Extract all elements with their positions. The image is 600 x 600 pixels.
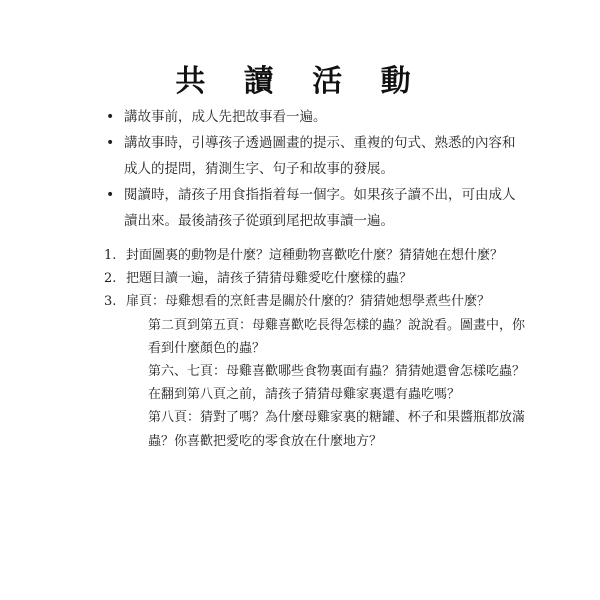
bullet-text: 講故事前，成人先把故事看一遍。 (124, 109, 327, 125)
subitem-text: 第六、七頁：母雞喜歡哪些食物裏面有蟲？猜猜她還會怎樣吃蟲？ (148, 364, 526, 380)
subitem-text: 第八頁：猜對了嗎？為什麼母雞家裏的糖罐、杯子和果醬瓶都放滿 (148, 410, 526, 426)
question-text: 封面圖裏的動物是什麼？這種動物喜歡吃什麼？猜猜她在想什麼？ (126, 248, 504, 263)
question-subitems (126, 314, 526, 453)
question-text: 扉頁：母雞想看的烹飪書是關於什麼的？猜猜她想學煮些什麼？ (126, 294, 491, 310)
question-text: 把題目讀一遍，請孩子猜猜母雞愛吃什麼樣的蟲？ (126, 271, 413, 287)
bullet-text: 講故事時，引導孩子透過圖畫的提示、重複的句式、熟悉的內容和 (124, 135, 516, 151)
page-title: 共 讀 活 動 (175, 64, 425, 99)
subitem-text: 蟲？你喜歡把愛吃的零食放在什麼地方？ (148, 433, 383, 449)
bullet-text: 讀出來。最後請孩子從頭到尾把故事讀一遍。 (124, 213, 394, 229)
bullet-dot-icon: • (106, 187, 115, 203)
question-list (104, 244, 526, 453)
bullet-text: 閱讀時，請孩子用食指指着每一個字。如果孩子讀不出，可由成人 (124, 187, 516, 203)
subitem-text: 第二頁到第五頁：母雞喜歡吃長得怎樣的蟲？說說看。圖畫中，你 (148, 317, 526, 333)
bullet-item-3 (106, 182, 516, 234)
bullet-dot-icon: • (106, 109, 115, 125)
question-item-1 (104, 244, 504, 267)
bullet-text: 成人的提問，猜測生字、句子和故事的發展。 (124, 161, 394, 177)
bullet-item-2 (106, 130, 516, 182)
question-number: 1. (104, 248, 117, 263)
question-item-3 (104, 290, 526, 452)
bullet-list (106, 104, 516, 234)
question-number: 2. (104, 271, 117, 287)
bullet-dot-icon: • (106, 135, 115, 151)
question-item-2 (104, 267, 504, 290)
bullet-item-1 (106, 104, 506, 130)
question-number: 3. (104, 294, 117, 310)
subitem-text: 看到什麼顏色的蟲？ (148, 340, 266, 356)
subitem-text: 在翻到第八頁之前，請孩子猜猜母雞家裏還有蟲吃嗎？ (148, 387, 461, 403)
